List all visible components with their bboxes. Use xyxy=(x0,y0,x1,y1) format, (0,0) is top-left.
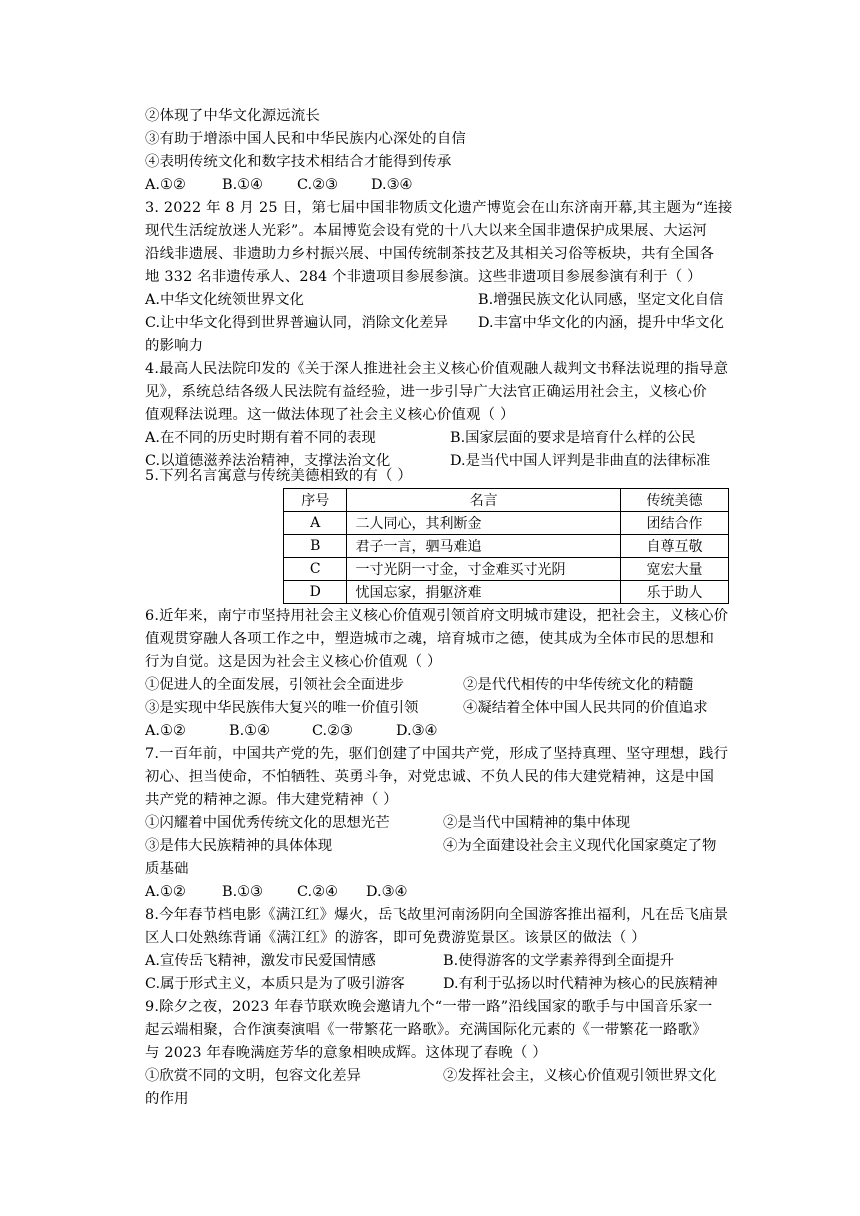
q8-option-a: A.宣传岳飞精神，激发市民爱国情感 xyxy=(145,953,376,969)
row-number: D xyxy=(284,581,347,604)
q3-option-a: A.中华文化统领世界文化 xyxy=(145,292,304,308)
q8-option-b: B.使得游客的文学素养得到全面提升 xyxy=(443,953,675,969)
q7-option-c: C.②④ xyxy=(297,884,338,900)
row-maxim: 一寸光阴一寸金，寸金难买寸光阴 xyxy=(347,558,620,581)
q2-item-3: ③有助于增添中国人民和中华民族内心深处的自信 xyxy=(145,131,466,147)
q2-item-4: ④表明传统文化和数字技术相结合才能得到传承 xyxy=(145,154,452,170)
q4-option-d: D.是当代中国人评判是非曲直的法律标准 xyxy=(450,453,711,469)
row-virtue: 团结合作 xyxy=(620,512,728,535)
q3-option-b: B.增强民族文化认同感，坚定文化自信 xyxy=(478,292,724,308)
q7-item-1: ①闪耀着中国优秀传统文化的思想光芒 xyxy=(145,815,390,831)
q4-stem-line: 4.最高人民法院印发的《关于深人推进社会主义核心价值观融人裁判文书释法说理的指导意 xyxy=(145,361,729,377)
table-row xyxy=(284,535,729,558)
row-number: C xyxy=(284,558,347,581)
q4-stem-line: 值观释法说理。这一做法体现了社会主义核心价值观（ ） xyxy=(145,407,515,423)
q7-stem-line: 初心、担当使命，不怕牺牲、英勇斗争，对党忠诚、不负人民的伟大建党精神，这是中国 xyxy=(145,769,715,785)
q2-option-c: C.②③ xyxy=(297,177,338,193)
q7-stem-line: 7.一百年前，中国共产党的先，驱们创建了中国共产党，形成了坚持真理、坚守理想，践行 xyxy=(145,746,729,762)
q3-stem-line: 沿线非遗展、非遗助力乡村振兴展、中国传统制茶技艺及其相关习俗等板块，共有全国各 xyxy=(145,246,715,262)
table-row xyxy=(284,581,729,604)
q8-option-d: D.有利于弘扬以时代精神为核心的民族精神 xyxy=(443,976,718,992)
q2-item-2: ②体现了中华文化源远流长 xyxy=(145,108,321,124)
row-virtue: 乐于助人 xyxy=(620,581,728,604)
q9-stem-line: 与 2023 年春晚满庭芳华的意象相映成辉。这体现了春晚（ ） xyxy=(145,1045,547,1061)
q9-stem-line: 起云端相聚，合作演奏演唱《一带繁花一路歌》。充满国际化元素的《一带繁花一路歌》 xyxy=(145,1022,707,1038)
q7-option-a: A.①② xyxy=(145,884,186,900)
row-maxim: 二人同心，其利断金 xyxy=(347,512,620,535)
q9-stem-line: 9.除夕之夜，2023 年春节联欢晚会邀请九个“一带一路”沿线国家的歌手与中国音乐家一 xyxy=(145,999,713,1015)
q7-stem-line: 共产党的精神之源。伟大建党精神（ ） xyxy=(145,792,398,808)
q4-option-a: A.在不同的历史时期有着不同的表现 xyxy=(145,430,376,446)
row-virtue: 自尊互敬 xyxy=(620,535,728,558)
q3-stem-line: 现代生活绽放迷人光彩”。本届博览会设有党的十八大以来全国非遗保护成果展、大运河 xyxy=(145,223,708,239)
q3-stem-line: 3. 2022 年 8 月 25 日，第七届中国非物质文化遗产博览会在山东济南开幕,其主题为“连接 xyxy=(145,200,733,216)
q6-stem-line: 行为自觉。这是因为社会主义核心价值观（ ） xyxy=(145,654,442,670)
q2-option-a: A.①② xyxy=(145,177,186,193)
q6-item-4: ④凝结着全体中国人民共同的价值追求 xyxy=(463,700,708,716)
q8-stem-line: 区人口处熟练背诵《满江红》的游客，即可免费游览景区。该景区的做法（ ） xyxy=(145,930,646,946)
q7-option-d: D.③④ xyxy=(366,884,408,900)
q6-option-d: D.③④ xyxy=(396,723,438,739)
q6-option-c: C.②③ xyxy=(312,723,353,739)
q7-item-2: ②是当代中国精神的集中体现 xyxy=(443,815,631,831)
q6-item-3: ③是实现中华民族伟大复兴的唯一价值引领 xyxy=(145,700,419,716)
q6-option-b: B.①④ xyxy=(229,723,270,739)
q2-option-b: B.①④ xyxy=(222,177,263,193)
maxims-table xyxy=(283,488,729,604)
q4-option-c: C.以道德滋养法治精神，支撑法治文化 xyxy=(145,453,391,469)
q8-stem-line: 8.今年春节档电影《满江红》爆火，岳飞故里河南汤阴向全国游客推出福利，凡在岳飞庙景 xyxy=(145,907,729,923)
row-maxim: 君子一言，驷马难追 xyxy=(347,535,620,558)
column-header-number: 序号 xyxy=(284,489,347,512)
column-header-maxim: 名言 xyxy=(347,489,620,512)
q6-stem-line: 值观贯穿融人各项工作之中，塑造城市之魂，培育城市之德，使其成为全体市民的思想和 xyxy=(145,631,715,647)
q3-option-c: C.让中华文化得到世界普遍认同，消除文化差异 xyxy=(145,315,448,331)
row-virtue: 宽宏大量 xyxy=(620,558,728,581)
q4-option-b: B.国家层面的要求是培育什么样的公民 xyxy=(450,430,696,446)
q7-item-4-continued: 质基础 xyxy=(145,861,189,877)
q3-stem-line: 地 332 名非遗传承人、284 个非遗项目参展参演。这些非遗项目参展参演有利于（ ） xyxy=(145,269,702,285)
column-header-virtue: 传统美德 xyxy=(620,489,728,512)
q7-item-3: ③是伟大民族精神的具体体现 xyxy=(145,838,333,854)
q7-item-4: ④为全面建设社会主义现代化国家奠定了物 xyxy=(443,838,717,854)
q9-item-1: ①欣赏不同的文明，包容文化差异 xyxy=(145,1068,361,1084)
row-number: A xyxy=(284,512,347,535)
q6-option-a: A.①② xyxy=(145,723,186,739)
q8-option-c: C.属于形式主义，本质只是为了吸引游客 xyxy=(145,976,405,992)
q2-option-d: D.③④ xyxy=(371,177,413,193)
q3-option-d-continued: 的影响力 xyxy=(145,338,204,354)
table-header-row xyxy=(284,489,729,512)
q3-option-d: D.丰富中华文化的内涵，提升中华文化 xyxy=(478,315,724,331)
table-row xyxy=(284,558,729,581)
row-number: B xyxy=(284,535,347,558)
q6-item-2: ②是代代相传的中华传统文化的精髓 xyxy=(463,677,694,693)
q9-item-2: ②发挥社会主，义核心价值观引领世界文化 xyxy=(443,1068,717,1084)
q4-stem-line: 见》，系统总结各级人民法院有益经验，进一步引导广大法官正确运用社会主，义核心价 xyxy=(145,384,707,400)
q6-item-1: ①促进人的全面发展，引领社会全面进步 xyxy=(145,677,405,693)
q6-stem-line: 6.近年来，南宁市坚持用社会主义核心价值观引领首府文明城市建设，把社会主，义核心价 xyxy=(145,608,729,624)
q9-item-2-continued: 的作用 xyxy=(145,1091,189,1107)
q5-stem: 5.下列名言寓意与传统美德相致的有（ ） xyxy=(145,468,412,484)
table-row xyxy=(284,512,729,535)
q7-option-b: B.①③ xyxy=(222,884,263,900)
row-maxim: 忧国忘家，捐躯济难 xyxy=(347,581,620,604)
